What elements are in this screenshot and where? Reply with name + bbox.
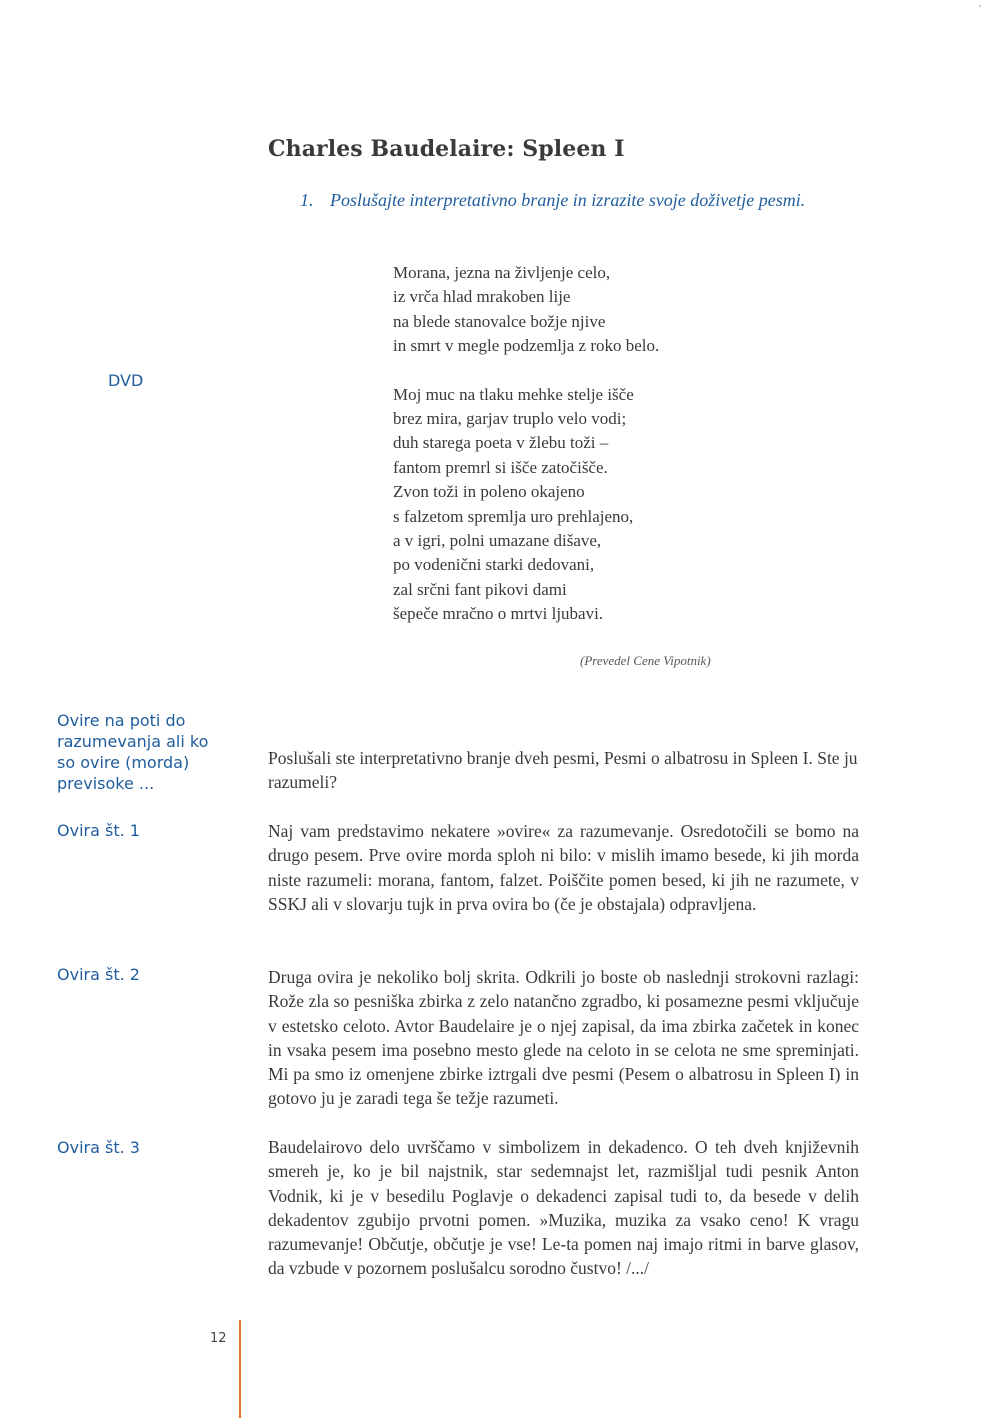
task-instruction — [300, 190, 805, 211]
poem-line: zal srčni fant pikovi dami — [393, 579, 567, 599]
poem-stanza-1 — [393, 261, 813, 359]
poem-line: duh starega poeta v žlebu toži – — [393, 433, 609, 453]
page-number: 12 — [210, 1331, 227, 1346]
intro-paragraph: Poslušali ste interpretativno branje dveh pesmi, Pesmi o albatrosu in Spleen I. Ste ju razumeli? — [268, 748, 858, 793]
poem-line: na blede stanovalce božje njive — [393, 311, 606, 331]
task-number: 1. — [300, 190, 314, 210]
poem-line: Zvon toži in poleno okajeno — [393, 482, 585, 502]
translator-credit: (Prevedel Cene Vipotnik) — [580, 653, 711, 668]
poem-stanza-2 — [393, 383, 813, 627]
obstacle-2-paragraph: Druga ovira je nekoliko bolj skrita. Odkrili jo boste ob naslednji strokovni razlagi: Rože zla so pesniška zbirka z zelo natančno zgradbo, ki posamezne pesmi vključuje v estetsko celoto. Avtor Baudelaire je o njej zapisal, da ima zbirka začetek in konec in vsaka pesem ima posebno mesto glede na celoto in se celota ne sme spreminjati. Mi pa smo iz omenjene zbirke iztrgali dve pesmi (Pesem o albatrosu in Spleen I) in gotovo ju je zaradi tega še težje razumeti. — [268, 967, 859, 1109]
dvd-label: DVD — [108, 371, 144, 390]
page-rule-divider — [239, 1320, 241, 1418]
page-title: Charles Baudelaire: Spleen I — [268, 136, 625, 162]
poem — [393, 261, 813, 627]
poem-line: brez mira, garjav truplo velo vodi; — [393, 409, 627, 429]
corner-mark: · — [978, 0, 982, 13]
poem-line: po vodenični starki dedovani, — [393, 555, 595, 575]
task-text: Poslušajte interpretativno branje in izrazite svoje doživetje pesmi. — [330, 190, 806, 210]
poem-line: a v igri, polni umazane dišave, — [393, 531, 602, 551]
obstacle-1-label: Ovira št. 1 — [57, 821, 140, 840]
poem-line: s falzetom spremlja uro prehlajeno, — [393, 506, 634, 526]
poem-line: šepeče mračno o mrtvi ljubavi. — [393, 604, 604, 624]
poem-line: Morana, jezna na življenje celo, — [393, 263, 611, 282]
poem-line: iz vrča hlad mrakoben lije — [393, 287, 571, 307]
obstacle-3-label: Ovira št. 3 — [57, 1138, 140, 1157]
obstacles-heading: Ovire na poti do razumevanja ali ko so ovire (morda) previsoke ... — [57, 711, 209, 793]
obstacle-2-label: Ovira št. 2 — [57, 965, 140, 984]
obstacle-3-paragraph: Baudelairovo delo uvrščamo v simbolizem in dekadenco. O teh dveh književnih smereh je, ko je bil najstnik, star sedemnajst let, razmišljal tudi pesnik Anton Vodnik, ki je v besedilu Poglavje o dekadenci zapisal tudi to, da besede v delih dekadentov zgubijo prvotni pomen. »Muzika, muzika za vsako ceno! K vragu razumevanje! Občutje, občutje je vse! Le-ta pomen naj imajo ritmi in barve glasov, da vzbude v pozornem poslušalcu sorodno čustvo! /.../ — [268, 1137, 859, 1279]
poem-line: Moj muc na tlaku mehke stelje išče — [393, 384, 634, 404]
poem-line: fantom premrl si išče zatočišče. — [393, 457, 608, 477]
obstacle-1-paragraph: Naj vam predstavimo nekatere »ovire« za razumevanje. Osredotočili se bomo na drugo pesem. Prve ovire morda sploh ni bilo: v mislih imamo besede, ki jih morda niste razumeli: morana, fantom, falzet. Poiščite pomen besed, ki jih ne razumete, v SSKJ ali v slovarju tujk in prva ovira bo (če je obstajala) odpravljena. — [268, 821, 859, 914]
poem-line: in smrt v megle podzemlja z roko belo. — [393, 336, 660, 356]
